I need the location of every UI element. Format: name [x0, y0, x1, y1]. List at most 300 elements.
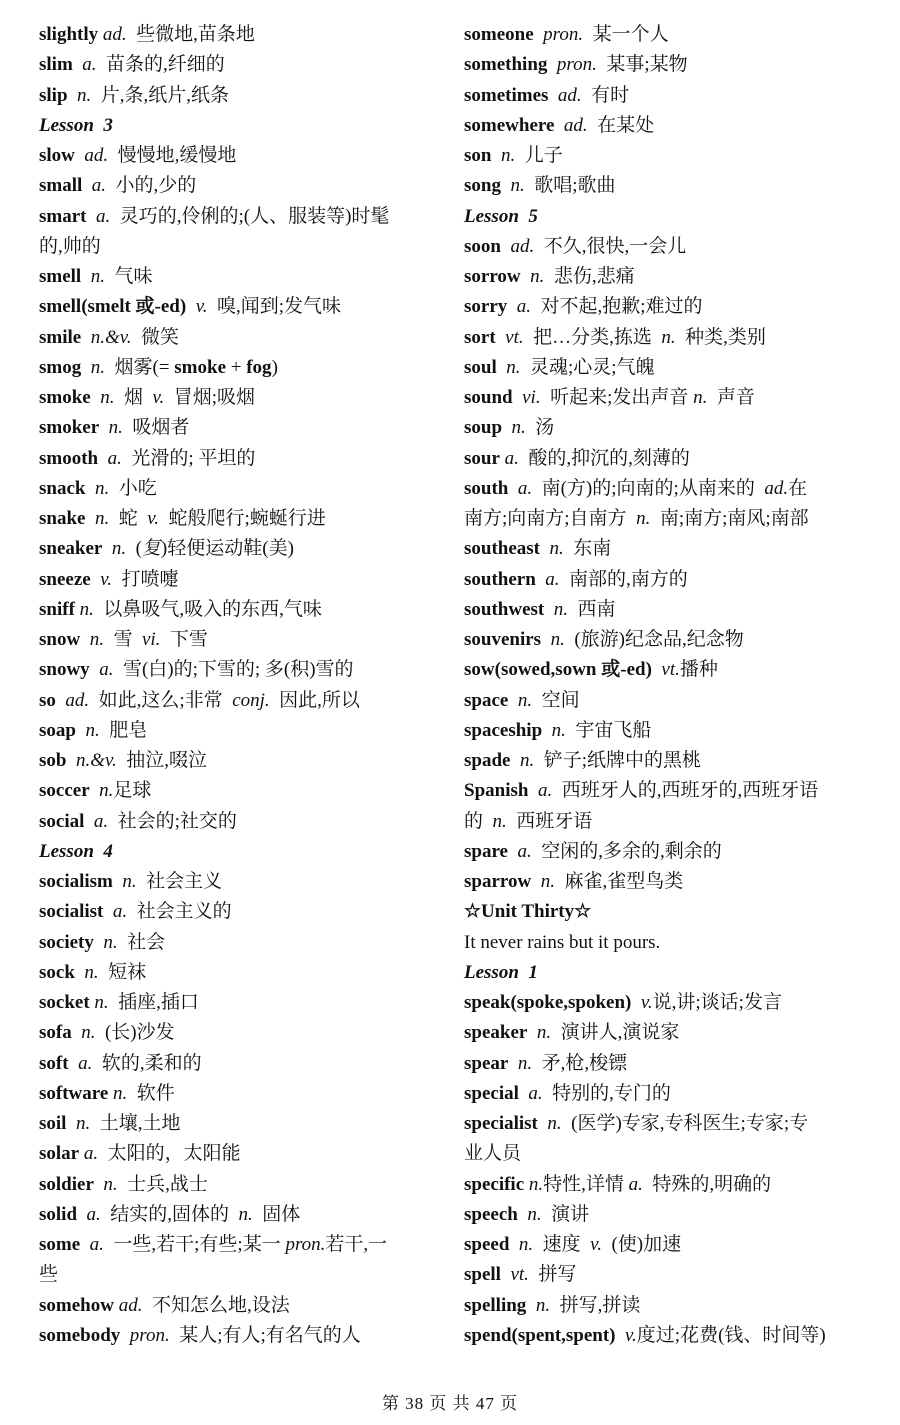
definition: 土壤,土地 — [90, 1113, 181, 1134]
headword: spend(spent,spent) — [464, 1324, 616, 1346]
definition: 抽泣,啜泣 — [116, 750, 208, 771]
part-of-speech: a. — [72, 54, 97, 76]
vocab-entry — [39, 1109, 439, 1139]
definition: 业人员 — [464, 1143, 522, 1165]
definition: + — [226, 356, 247, 378]
part-of-speech: a. — [507, 296, 532, 318]
part-of-speech: n. — [492, 810, 507, 832]
definition: 不知怎么地,设法 — [142, 1294, 290, 1316]
vocab-entry — [39, 867, 439, 897]
vocab-entry — [464, 746, 874, 776]
headword: soccer — [39, 780, 90, 802]
part-of-speech: vt. — [495, 326, 524, 348]
part-of-speech: n. — [526, 1294, 551, 1316]
vocab-entry — [464, 1018, 874, 1048]
definition: 蛇 — [109, 508, 148, 529]
headword: soul — [464, 356, 497, 378]
part-of-speech: ad. — [74, 145, 109, 166]
headword: song — [464, 175, 501, 197]
lesson-heading: Lesson 4 — [39, 840, 113, 862]
headword: speak(spoke,spoken) — [464, 992, 632, 1013]
part-of-speech: n. — [67, 84, 92, 106]
headword: spaceship — [464, 719, 543, 741]
definition: 的,帅的 — [39, 235, 101, 257]
definition: 慢慢地,缓慢地 — [108, 145, 237, 166]
part-of-speech: n. — [537, 1113, 562, 1134]
part-of-speech: a. — [628, 1173, 643, 1195]
part-of-speech: n.&v. — [81, 326, 132, 348]
headword: sow(sowed,sown 或-ed) — [464, 659, 652, 681]
definition: 一些,若干;有些;某一 — [103, 1234, 286, 1255]
part-of-speech: n. — [89, 992, 109, 1013]
part-of-speech: n. — [509, 1234, 534, 1255]
headword: southeast — [464, 538, 541, 560]
headword: sneaker — [39, 538, 103, 560]
part-of-speech: v. — [186, 296, 208, 318]
part-of-speech: n. — [85, 508, 110, 529]
lesson-heading: Lesson 5 — [464, 205, 538, 227]
headword: sob — [39, 750, 67, 771]
definition: 汤 — [525, 417, 555, 439]
part-of-speech: n. — [544, 598, 568, 620]
part-of-speech: v. — [631, 992, 653, 1013]
vocab-entry — [39, 383, 439, 413]
vocab-entry — [39, 988, 439, 1018]
definition: 苗条的,纤细的 — [96, 54, 225, 76]
vocab-entry — [39, 81, 439, 111]
definition: (长)沙发 — [95, 1022, 175, 1044]
definition: 灵魂;心灵;气魄 — [520, 356, 655, 378]
definition: 麻雀,雀型鸟类 — [554, 871, 684, 892]
lesson-heading: Lesson 1 — [464, 961, 538, 983]
part-of-speech: a. — [80, 1234, 104, 1255]
headword: smoker — [39, 417, 100, 439]
vocab-entry — [39, 746, 439, 776]
part-of-speech: n. — [102, 538, 127, 560]
headword: soon — [464, 235, 501, 257]
definition: ( — [126, 538, 142, 560]
part-of-speech: n. — [496, 356, 521, 378]
headword: smell — [39, 266, 82, 287]
headword: south — [464, 477, 509, 499]
part-of-speech: a. — [507, 840, 532, 862]
vocab-entry — [464, 1200, 874, 1230]
vocab-entry — [464, 20, 874, 50]
vocab-entry — [464, 776, 874, 806]
headword: snake — [39, 508, 86, 529]
definition: 南部的,南方的 — [559, 568, 688, 590]
vocab-entry — [39, 1321, 439, 1351]
vocab-entry — [39, 565, 439, 595]
headword: some — [39, 1234, 81, 1255]
part-of-speech: n. — [508, 1052, 533, 1074]
headword: someone — [464, 24, 534, 45]
headword: smooth — [39, 447, 99, 469]
vocab-entry — [464, 1049, 874, 1079]
definition: 雪 — [103, 629, 142, 650]
vocab-entry — [39, 444, 439, 474]
headword: spare — [464, 840, 508, 862]
definition: 社会的;社交的 — [108, 810, 237, 832]
part-of-speech: ad. — [548, 84, 582, 106]
definition: It never rains but it pours. — [464, 931, 661, 953]
part-of-speech: vi. — [512, 387, 541, 408]
headword: fog — [246, 356, 272, 378]
vocab-entry — [464, 444, 874, 474]
definition: 打喷嚏 — [111, 568, 179, 590]
part-of-speech: n. — [510, 750, 535, 771]
lesson-heading: Lesson 3 — [39, 114, 113, 136]
vocab-entry — [39, 232, 439, 262]
vocab-entry — [39, 1079, 439, 1109]
part-of-speech: n. — [93, 1173, 118, 1195]
headword: spade — [464, 750, 511, 771]
part-of-speech: n. — [74, 961, 99, 983]
headword: Spanish — [464, 780, 529, 802]
part-of-speech: pron. — [547, 54, 597, 76]
vocab-entry — [39, 776, 439, 806]
definition: 足球 — [113, 780, 152, 802]
vocab-entry — [39, 50, 439, 80]
vocab-entry — [464, 807, 874, 837]
definition: 对不起,抱歉;难过的 — [531, 296, 703, 318]
vocab-entry — [39, 1139, 439, 1169]
part-of-speech: n.&v. — [66, 750, 117, 771]
part-of-speech: vt. — [651, 659, 680, 681]
headword: smart — [39, 205, 87, 227]
part-of-speech: a. — [79, 1143, 99, 1165]
part-of-speech: n. — [517, 1203, 542, 1225]
definition: 东南 — [563, 538, 612, 560]
vocab-entry — [39, 625, 439, 655]
headword: soldier — [39, 1173, 94, 1195]
definition: 固体 — [252, 1203, 301, 1225]
definition: 在 — [788, 477, 808, 499]
vocab-entry — [464, 504, 874, 534]
definition: 把…分类,拣选 — [523, 326, 662, 348]
headword: son — [464, 145, 492, 166]
vocab-entry — [39, 655, 439, 685]
headword: socket — [39, 992, 90, 1013]
headword: sock — [39, 961, 75, 983]
definition: 插座,插口 — [108, 992, 199, 1013]
part-of-speech: a. — [528, 780, 553, 802]
definition: 气味 — [104, 266, 153, 287]
vocab-entry — [464, 837, 874, 867]
definition: 南;南方;南风;南部 — [650, 508, 809, 529]
part-of-speech: n. — [85, 477, 110, 499]
vocab-entry — [464, 595, 874, 625]
part-of-speech: v. — [147, 508, 160, 529]
headword: socialist — [39, 901, 104, 923]
part-of-speech: n. — [527, 1022, 552, 1044]
part-of-speech: a. — [82, 175, 107, 197]
definition: 宇宙飞船 — [565, 719, 652, 741]
part-of-speech: n. — [524, 1173, 544, 1195]
vocab-entry — [464, 1291, 874, 1321]
headword: sound — [464, 387, 513, 408]
vocab-entry — [464, 1321, 874, 1351]
vocab-entry — [39, 1291, 439, 1321]
vocab-entry — [464, 413, 874, 443]
part-of-speech: 复 — [141, 538, 161, 560]
definition: 的 — [464, 810, 493, 832]
definition: 小的,少的 — [106, 175, 197, 197]
part-of-speech: a. — [508, 477, 533, 499]
definition: 结实的,固体的 — [100, 1203, 239, 1225]
headword: somebody — [39, 1324, 121, 1346]
definition: 吸烟者 — [122, 417, 190, 439]
headword: spear — [464, 1052, 509, 1074]
headword: smoke — [174, 356, 227, 378]
part-of-speech: n. — [112, 871, 137, 892]
definition: 雪(白)的;下雪的; 多(积)雪的 — [113, 659, 354, 681]
part-of-speech: n. — [75, 719, 100, 741]
vocab-entry — [39, 1049, 439, 1079]
definition: 在某处 — [587, 114, 655, 136]
part-of-speech: n. — [71, 1022, 96, 1044]
definition: 以鼻吸气,吸入的东西,气味 — [93, 598, 322, 620]
definition: 肥皂 — [99, 719, 148, 741]
vocab-entry — [39, 413, 439, 443]
definition: 微笑 — [131, 326, 180, 348]
definition: 软的,柔和的 — [92, 1052, 202, 1074]
definition: 演讲 — [541, 1203, 590, 1225]
vocab-entry — [39, 1260, 439, 1290]
vocab-entry — [464, 383, 874, 413]
headword: somehow — [39, 1294, 114, 1316]
definition: (医学)专家,专科医生;专家;专 — [561, 1113, 809, 1134]
vocab-entry — [39, 897, 439, 927]
vocab-entry — [464, 1170, 874, 1200]
definition: 特别的,专门的 — [542, 1082, 671, 1104]
definition: 南方;向南方;自南方 — [464, 508, 637, 529]
headword: solar — [39, 1143, 80, 1165]
definition: 太阳的，太阳能 — [98, 1143, 241, 1165]
headword: sneeze — [39, 568, 91, 590]
part-of-speech: vi. — [141, 629, 161, 650]
vocab-entry — [464, 292, 874, 322]
headword: specific — [464, 1173, 525, 1195]
vocab-entry — [39, 262, 439, 292]
definition: 空闲的,多余的,剩余的 — [531, 840, 722, 862]
definition: 声音 — [707, 387, 755, 408]
vocab-entry — [464, 1109, 874, 1139]
headword: sparrow — [464, 871, 532, 892]
definition: (旅游)纪念品,纪念物 — [564, 629, 744, 650]
definition: 些 — [39, 1264, 59, 1286]
definition: 软件 — [127, 1082, 175, 1104]
headword: soft — [39, 1052, 69, 1074]
right-column — [464, 20, 874, 1351]
definition: 歌唱;歌曲 — [524, 175, 616, 197]
headword: special — [464, 1082, 519, 1104]
definition: 不久,很快,一会儿 — [534, 235, 687, 257]
part-of-speech: n. — [90, 387, 115, 408]
definition: 悲伤,悲痛 — [544, 266, 635, 287]
definition: 播种 — [679, 659, 718, 681]
part-of-speech: n. — [81, 266, 105, 287]
part-of-speech: pron. — [285, 1234, 326, 1255]
definition: 蛇般爬行;蜿蜒行进 — [159, 508, 326, 529]
vocab-entry — [464, 1139, 874, 1169]
vocab-entry — [464, 262, 874, 292]
vocab-entry — [464, 323, 874, 353]
definition: 些微地,苗条地 — [126, 24, 255, 45]
vocab-entry — [39, 534, 439, 564]
headword: something — [464, 54, 548, 76]
vocab-entry — [464, 1230, 874, 1260]
part-of-speech: a. — [89, 659, 114, 681]
definition: 有时 — [581, 84, 630, 106]
definition: (使)加速 — [601, 1234, 682, 1255]
vocab-entry — [39, 171, 439, 201]
headword: social — [39, 810, 85, 832]
headword: soup — [464, 417, 503, 439]
part-of-speech: a. — [535, 568, 560, 590]
part-of-speech: a. — [84, 810, 109, 832]
headword: sofa — [39, 1022, 72, 1044]
definition: 种类,类别 — [675, 326, 766, 348]
definition: 若干,一 — [325, 1234, 388, 1255]
definition: 拼写,拼读 — [550, 1294, 641, 1316]
vocab-entry — [464, 1079, 874, 1109]
part-of-speech: n. — [80, 629, 104, 650]
definition: 特性,详情 — [543, 1173, 629, 1195]
definition: 铲子;纸牌中的黑桃 — [534, 750, 701, 771]
definition: 度过;花费(钱、时间等) — [636, 1324, 826, 1346]
vocab-entry — [39, 353, 439, 383]
definition: 西南 — [567, 598, 616, 620]
part-of-speech: n. — [74, 598, 94, 620]
definition: 社会 — [117, 931, 166, 953]
definition: 说,讲;谈话;发言 — [652, 992, 782, 1013]
headword: space — [464, 689, 509, 711]
part-of-speech: n. — [502, 417, 526, 439]
part-of-speech: n. — [81, 356, 105, 378]
vocab-entry — [464, 928, 874, 958]
headword: sniff — [39, 598, 75, 620]
definition: 嗅,闻到;发气味 — [207, 296, 342, 318]
part-of-speech: a. — [86, 205, 111, 227]
headword: souvenirs — [464, 629, 542, 650]
definition: 矛,枪,梭镖 — [532, 1052, 628, 1074]
definition: 某人;有人;有名气的人 — [169, 1324, 361, 1346]
part-of-speech: n. — [500, 175, 525, 197]
definition: 如此,这么;非常 — [89, 689, 233, 711]
definition: 片,条,纸片,纸条 — [91, 84, 230, 106]
headword: small — [39, 175, 83, 197]
definition: )轻便运动鞋(美) — [160, 538, 294, 560]
vocab-entry — [464, 474, 874, 504]
vocab-entry — [39, 202, 439, 232]
vocab-entry — [464, 988, 874, 1018]
part-of-speech: conj. — [232, 689, 270, 711]
definition: 演讲人,演说家 — [551, 1022, 680, 1044]
vocab-entry — [39, 1018, 439, 1048]
definition: 小吃 — [109, 477, 157, 499]
part-of-speech: n. — [508, 689, 533, 711]
vocab-entry — [464, 111, 874, 141]
vocab-entry — [464, 353, 874, 383]
headword: sort — [464, 326, 496, 348]
vocab-entry — [464, 81, 874, 111]
vocab-entry — [464, 534, 874, 564]
part-of-speech: n. — [540, 538, 564, 560]
unit-heading: ☆Unit Thirty☆ — [464, 901, 592, 923]
part-of-speech: n. — [99, 417, 123, 439]
headword: somewhere — [464, 114, 555, 136]
headword: smog — [39, 356, 82, 378]
vocab-entry — [464, 716, 874, 746]
headword: speaker — [464, 1022, 528, 1044]
headword: southern — [464, 568, 536, 590]
vocab-entry — [464, 655, 874, 685]
headword: spell — [464, 1264, 501, 1286]
definition: 烟 — [114, 387, 153, 408]
part-of-speech: ad. — [500, 235, 535, 257]
headword: southwest — [464, 598, 545, 620]
part-of-speech: a. — [77, 1203, 101, 1225]
vocab-entry — [464, 232, 874, 262]
part-of-speech: a. — [499, 447, 519, 469]
vocab-entry — [464, 1260, 874, 1290]
headword: society — [39, 931, 94, 953]
definition: 烟雾(= — [104, 356, 175, 378]
definition: 下雪 — [160, 629, 208, 650]
part-of-speech: n. — [541, 629, 565, 650]
headword: slim — [39, 54, 73, 76]
vocab-entry — [39, 958, 439, 988]
part-of-speech: pron. — [120, 1324, 170, 1346]
vocab-entry — [464, 50, 874, 80]
vocab-entry — [464, 171, 874, 201]
definition: 短袜 — [98, 961, 147, 983]
headword: snow — [39, 629, 81, 650]
part-of-speech: n. — [238, 1203, 253, 1225]
headword: socialism — [39, 871, 113, 892]
headword: slip — [39, 84, 68, 106]
definition: 西班牙语 — [506, 810, 593, 832]
headword: slow — [39, 145, 75, 166]
headword: slightly — [39, 24, 99, 45]
vocab-entry — [39, 595, 439, 625]
part-of-speech: v. — [152, 387, 165, 408]
part-of-speech: a. — [103, 901, 128, 923]
part-of-speech: vt. — [500, 1264, 529, 1286]
page-footer: 第 38 页 共 47 页 — [381, 1394, 519, 1413]
vocab-entry — [39, 1200, 439, 1230]
definition: 听起来;发出声音 — [540, 387, 694, 408]
headword: sometimes — [464, 84, 549, 106]
definition: 灵巧的,伶俐的;(人、服装等)时髦 — [110, 205, 390, 227]
headword: soap — [39, 719, 76, 741]
vocab-entry — [464, 565, 874, 595]
vocab-entry — [39, 716, 439, 746]
vocab-entry — [39, 20, 439, 50]
vocab-entry — [39, 1230, 439, 1260]
headword: solid — [39, 1203, 78, 1225]
vocab-entry — [39, 292, 439, 322]
definition: 某事;某物 — [596, 54, 688, 76]
definition: 冒烟;吸烟 — [164, 387, 256, 408]
vocab-entry — [464, 141, 874, 171]
vocab-entry — [39, 504, 439, 534]
definition: 西班牙人的,西班牙的,西班牙语 — [552, 780, 819, 802]
definition: 酸的,抑沉的,刻薄的 — [518, 447, 690, 469]
vocab-entry — [464, 625, 874, 655]
definition: 士兵,战士 — [117, 1173, 208, 1195]
